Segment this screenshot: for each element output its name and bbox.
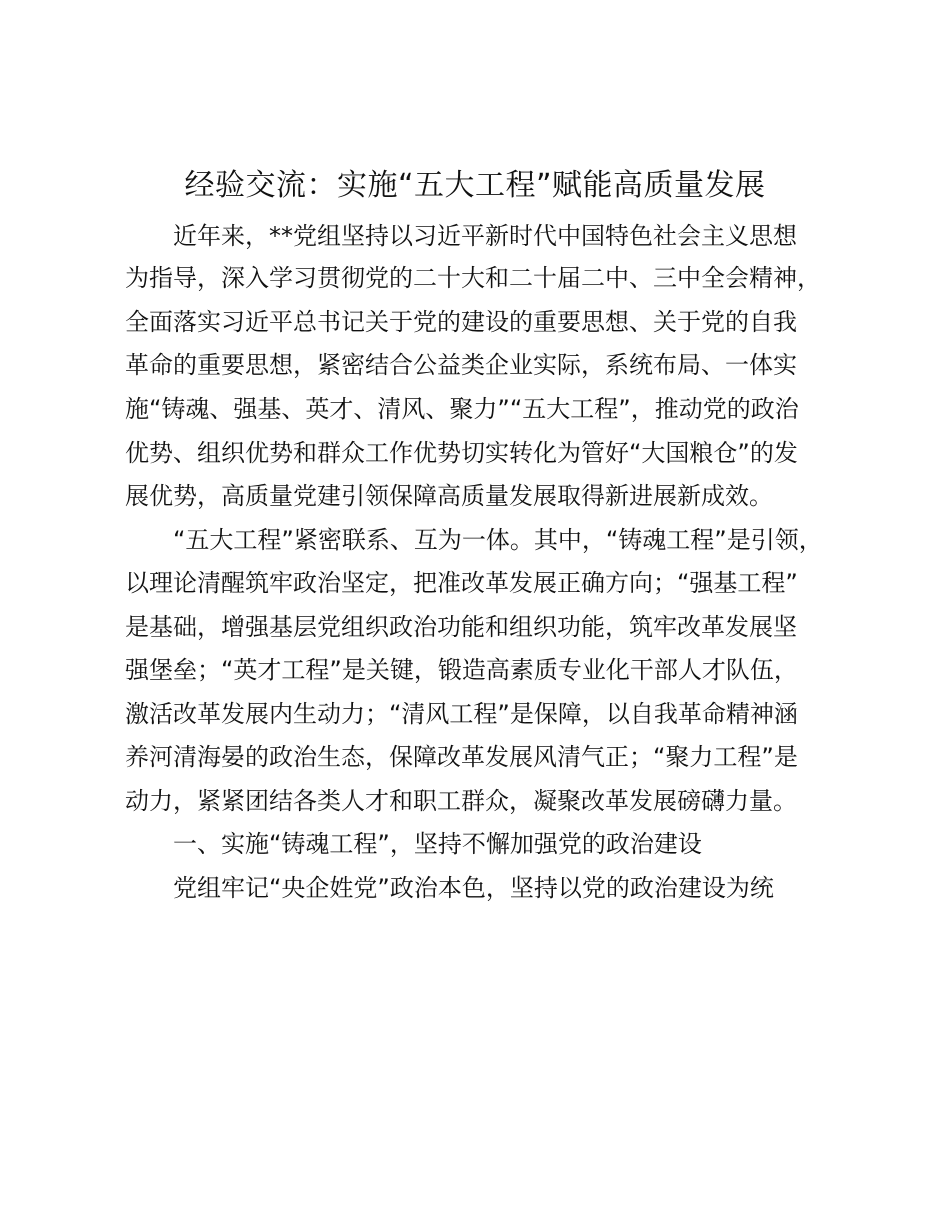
document-title: 经验交流：实施“五大工程”赋能高质量发展 [184, 168, 766, 203]
paragraph-line: 强堡垒；“英才工程”是关键，锻造高素质专业化干部人才队伍， [125, 656, 798, 684]
paragraph-line: 动力，紧紧团结各类人才和职工群众，凝聚改革发展磅礴力量。 [125, 787, 797, 815]
paragraph-line: 是基础，增强基层党组织政治功能和组织功能，筑牢改革发展坚 [125, 613, 797, 641]
paragraph-line: 激活改革发展内生动力；“清风工程”是保障，以自我革命精神涵 [125, 700, 798, 728]
paragraph-line: 优势、组织优势和群众工作优势切实转化为管好“大国粮仓”的发 [125, 439, 798, 467]
paragraph-line: 养河清海晏的政治生态，保障改革发展风清气正；“聚力工程”是 [125, 743, 798, 771]
paragraph-line: 为指导，深入学习贯彻党的二十大和二十届二中、三中全会精神， [125, 264, 821, 292]
paragraph-line: 近年来，**党组坚持以习近平新时代中国特色社会主义思想 [173, 222, 797, 250]
paragraph-line: 全面落实习近平总书记关于党的建设的重要思想、关于党的自我 [125, 308, 797, 336]
section-heading: 一、实施“铸魂工程”，坚持不懈加强党的政治建设 [173, 830, 702, 858]
paragraph-line: 以理论清醒筑牢政治坚定，把准改革发展正确方向；“强基工程” [125, 569, 798, 597]
paragraph-line: 施“铸魂、强基、英才、清风、聚力”“五大工程”，推动党的政治 [125, 395, 799, 423]
paragraph-line: 展优势，高质量党建引领保障高质量发展取得新进展新成效。 [125, 482, 773, 510]
paragraph-line: 党组牢记“央企姓党”政治本色，坚持以党的政治建设为统 [173, 874, 774, 902]
paragraph-line: 革命的重要思想，紧密结合公益类企业实际，系统布局、一体实 [125, 351, 797, 379]
paragraph-line: “五大工程”紧密联系、互为一体。其中，“铸魂工程”是引领， [173, 526, 823, 554]
